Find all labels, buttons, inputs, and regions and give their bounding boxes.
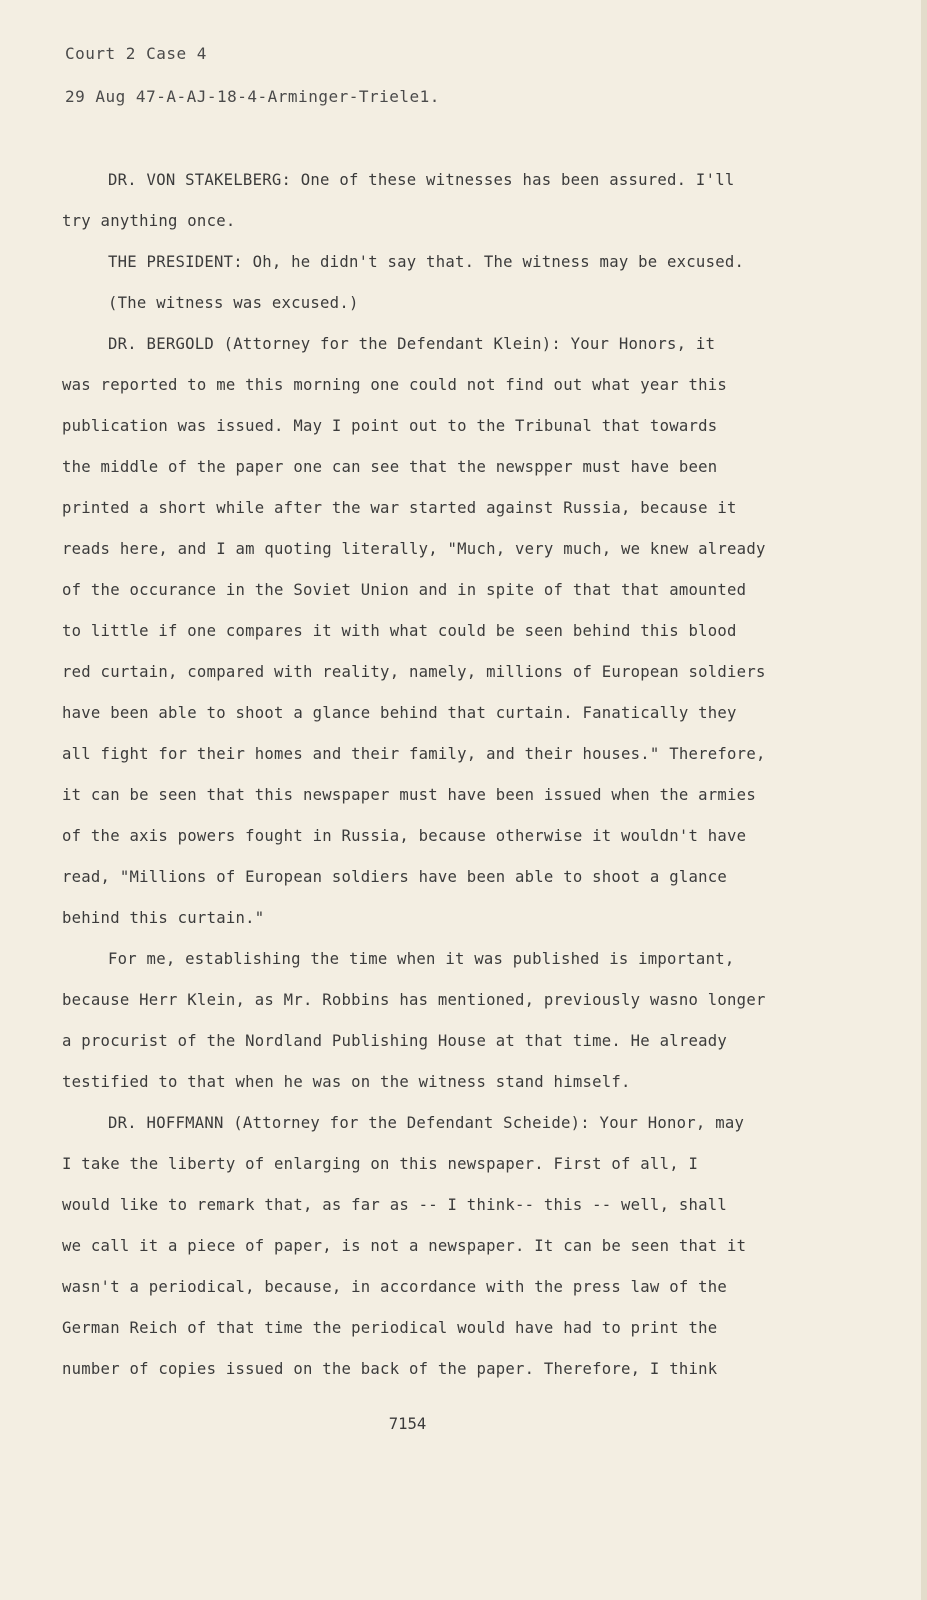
- transcript-line: to little if one compares it with what could be seen behind this blood: [62, 622, 737, 640]
- transcript-line: the middle of the paper one can see that the newspper must have been: [62, 458, 718, 476]
- page-number: 7154: [388, 1415, 427, 1433]
- transcript-line: I take the liberty of enlarging on this newspaper. First of all, I: [62, 1155, 699, 1173]
- transcript-line: behind this curtain.": [62, 909, 265, 927]
- transcript-line: DR. HOFFMANN (Attorney for the Defendant Scheide): Your Honor, may: [108, 1114, 745, 1132]
- transcript-line: of the axis powers fought in Russia, because otherwise it wouldn't have: [62, 827, 747, 845]
- transcript-line: try anything once.: [62, 212, 236, 230]
- court-case-header: Court 2 Case 4: [65, 44, 207, 63]
- transcript-line: red curtain, compared with reality, namely, millions of European soldiers: [62, 663, 766, 681]
- transcript-line: THE PRESIDENT: Oh, he didn't say that. The witness may be excused.: [108, 253, 745, 271]
- transcript-line: all fight for their homes and their family, and their houses." Therefore,: [62, 745, 766, 763]
- transcript-line: we call it a piece of paper, is not a newspaper. It can be seen that it: [62, 1237, 747, 1255]
- transcript-line: reads here, and I am quoting literally, "Much, very much, we knew already: [62, 540, 766, 558]
- transcript-line: DR. VON STAKELBERG: One of these witnesses has been assured. I'll: [108, 171, 735, 189]
- transcript-line: For me, establishing the time when it was published is important,: [108, 950, 735, 968]
- session-reference-header: 29 Aug 47-A-AJ-18-4-Arminger-Triele1.: [65, 87, 440, 106]
- transcript-line: read, "Millions of European soldiers have been able to shoot a glance: [62, 868, 728, 886]
- transcript-line: (The witness was excused.): [108, 294, 359, 312]
- transcript-line: DR. BERGOLD (Attorney for the Defendant Klein): Your Honors, it: [108, 335, 716, 353]
- transcript-line: it can be seen that this newspaper must have been issued when the armies: [62, 786, 756, 804]
- transcript-line: because Herr Klein, as Mr. Robbins has mentioned, previously wasno longer: [62, 991, 766, 1009]
- transcript-line: wasn't a periodical, because, in accordance with the press law of the: [62, 1278, 728, 1296]
- transcript-line: German Reich of that time the periodical would have had to print the: [62, 1319, 718, 1337]
- transcript-line: testified to that when he was on the witness stand himself.: [62, 1073, 631, 1091]
- transcript-line: publication was issued. May I point out to the Tribunal that towards: [62, 417, 718, 435]
- transcript-line: number of copies issued on the back of the paper. Therefore, I think: [62, 1360, 718, 1378]
- transcript-line: printed a short while after the war started against Russia, because it: [62, 499, 737, 517]
- transcript-line: a procurist of the Nordland Publishing House at that time. He already: [62, 1032, 728, 1050]
- transcript-line: was reported to me this morning one could not find out what year this: [62, 376, 728, 394]
- transcript-body: [62, 160, 822, 1390]
- transcript-line: have been able to shoot a glance behind that curtain. Fanatically they: [62, 704, 737, 722]
- transcript-line: would like to remark that, as far as -- I think-- this -- well, shall: [62, 1196, 728, 1214]
- transcript-line: of the occurance in the Soviet Union and in spite of that that amounted: [62, 581, 747, 599]
